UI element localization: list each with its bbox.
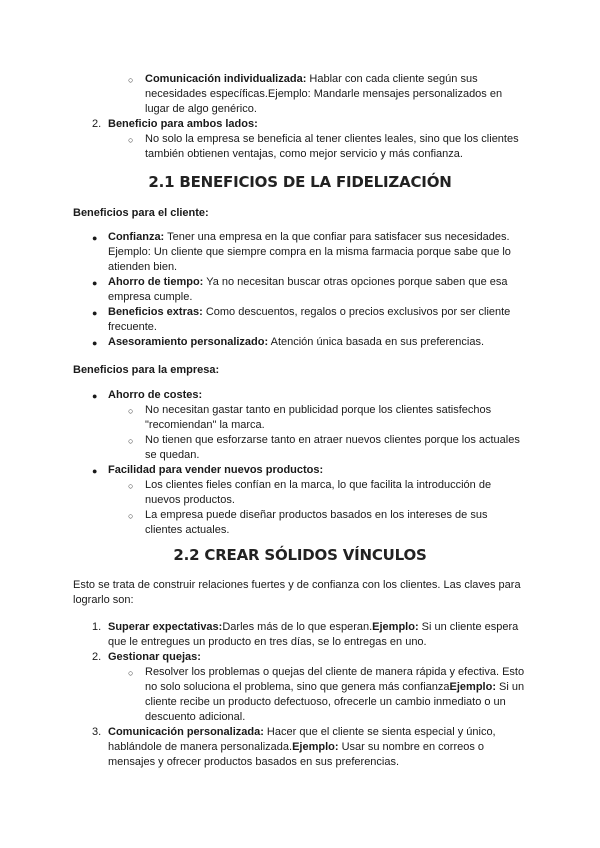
item-text: clientes actuales. xyxy=(145,524,230,536)
list-number: 1. xyxy=(92,621,102,633)
example-label: Ejemplo: xyxy=(449,681,496,693)
item-label: Asesoramiento personalizado: xyxy=(108,336,269,348)
circle-bullet-icon: ○ xyxy=(128,135,134,145)
item-label: Facilidad para vender nuevos productos: xyxy=(108,464,324,476)
circle-bullet-icon: ○ xyxy=(128,406,134,416)
item-text: Atención única basada en sus preferencias. xyxy=(268,336,485,348)
item-text: Los clientes fieles confían en la marca, lo que facilita la introducción de xyxy=(145,479,492,491)
item-text: Hacer que el cliente se sienta especial y único, xyxy=(263,726,496,738)
item-text: Hablar con cada cliente según sus xyxy=(306,73,478,85)
bullet-icon: ● xyxy=(92,308,98,318)
circle-bullet-icon: ○ xyxy=(128,481,134,491)
item-text: empresa cumple. xyxy=(108,291,193,303)
circle-bullet-icon: ○ xyxy=(128,75,134,85)
item-text: Ejemplo: Un cliente que siempre compra en la misma farmacia porque sabe que lo xyxy=(108,246,511,258)
circle-bullet-icon: ○ xyxy=(128,436,134,446)
item-text: frecuente. xyxy=(108,321,157,333)
list-item xyxy=(145,72,478,87)
item-text: atienden bien. xyxy=(108,261,178,273)
item-text xyxy=(108,740,484,755)
item-text: nuevos productos. xyxy=(145,494,235,506)
paragraph-text: Esto se trata de construir relaciones fuertes y de confianza con los clientes. Las claves para xyxy=(73,579,521,591)
item-text: Si un cliente espera xyxy=(418,621,519,633)
item-text: Usar su nombre en correos o xyxy=(338,741,485,753)
item-text: necesidades específicas.Ejemplo: Mandarle mensajes personalizados en xyxy=(145,88,503,100)
bullet-icon: ● xyxy=(92,391,98,401)
subsection-label: Beneficios para el cliente: xyxy=(73,207,209,219)
item-text: también obtienen ventajas, como mejor servicio y más confianza. xyxy=(145,148,463,160)
item-text: hablándole de manera personalizada. xyxy=(108,741,293,753)
item-text xyxy=(145,680,524,695)
list-number: 2. xyxy=(92,118,102,130)
item-text: que le entregues un producto en tres días, se lo entregas en uno. xyxy=(108,636,427,648)
item-text: La empresa puede diseñar productos basados en los intereses de sus xyxy=(145,509,488,521)
list-item xyxy=(108,620,518,635)
item-text: no solo soluciona el problema, sino que genera más confianza xyxy=(145,681,450,693)
paragraph-text: lograrlo son: xyxy=(73,594,134,606)
item-label: Ahorro de tiempo: xyxy=(108,276,204,288)
section-heading: 2.2 CREAR SÓLIDOS VÍNCULOS xyxy=(173,546,427,564)
item-label: Ahorro de costes: xyxy=(108,389,203,401)
section-heading: 2.1 BENEFICIOS DE LA FIDELIZACIÓN xyxy=(148,173,452,191)
item-text: No necesitan gastar tanto en publicidad porque los clientes satisfechos xyxy=(145,404,492,416)
item-text: Si un xyxy=(495,681,525,693)
item-text: Como descuentos, regalos o precios exclusivos por ser cliente xyxy=(202,306,511,318)
list-item xyxy=(108,335,484,350)
list-item xyxy=(108,305,510,320)
list-item xyxy=(108,725,496,740)
item-text: mensajes y ofrecer productos basados en sus preferencias. xyxy=(108,756,400,768)
list-number: 2. xyxy=(92,651,102,663)
item-text: Resolver los problemas o quejas del cliente de manera rápida y efectiva. Esto xyxy=(145,666,525,678)
bullet-icon: ● xyxy=(92,466,98,476)
item-text: Darles más de lo que esperan. xyxy=(222,621,373,633)
bullet-icon: ● xyxy=(92,338,98,348)
list-item xyxy=(108,275,507,290)
item-text: No tienen que esforzarse tanto en atraer nuevos clientes porque los actuales xyxy=(145,434,520,446)
item-text: descuento adicional. xyxy=(145,711,246,723)
bullet-icon: ● xyxy=(92,278,98,288)
item-label: Superar expectativas: xyxy=(108,621,223,633)
example-label: Ejemplo: xyxy=(372,621,419,633)
item-text: Tener una empresa en la que confiar para satisfacer sus necesidades. xyxy=(164,231,510,243)
item-label: Comunicación personalizada: xyxy=(108,726,264,738)
item-label: Comunicación individualizada: xyxy=(145,73,307,85)
item-text: cliente recibe un producto defectuoso, ofrecerle un cambio inmediato o un xyxy=(145,696,506,708)
circle-bullet-icon: ○ xyxy=(128,668,134,678)
item-label: Confianza: xyxy=(108,231,165,243)
subsection-label: Beneficios para la empresa: xyxy=(73,364,220,376)
circle-bullet-icon: ○ xyxy=(128,511,134,521)
list-item xyxy=(108,230,510,245)
list-number: 3. xyxy=(92,726,102,738)
item-label: Beneficios extras: xyxy=(108,306,203,318)
item-text: lugar de algo genérico. xyxy=(145,103,257,115)
item-text: No solo la empresa se beneficia al tener clientes leales, sino que los clientes xyxy=(145,133,519,145)
item-label: Gestionar quejas: xyxy=(108,651,201,663)
item-text: Ya no necesitan buscar otras opciones porque saben que esa xyxy=(203,276,508,288)
item-label: Beneficio para ambos lados: xyxy=(108,118,258,130)
example-label: Ejemplo: xyxy=(292,741,339,753)
item-text: "recomiendan" la marca. xyxy=(145,419,265,431)
bullet-icon: ● xyxy=(92,233,98,243)
item-text: se quedan. xyxy=(145,449,200,461)
